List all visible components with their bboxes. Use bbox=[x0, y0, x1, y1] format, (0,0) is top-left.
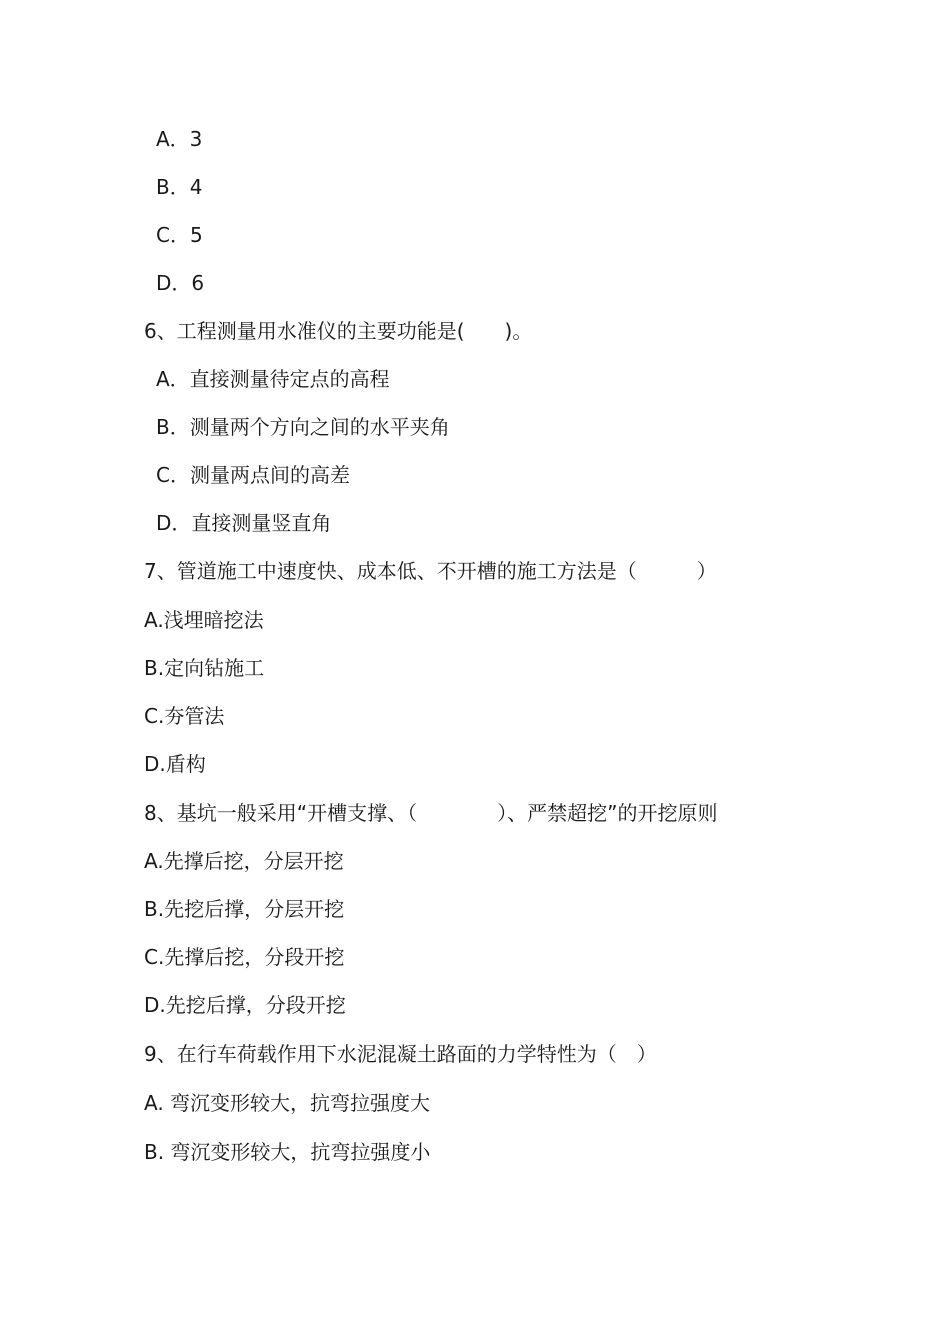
q8-option-a: A.先撑后挖，分层开挖 bbox=[144, 849, 344, 873]
q9-option-b: B. 弯沉变形较大，抗弯拉强度小 bbox=[144, 1140, 431, 1164]
q8-option-b: B.先挖后撑，分层开挖 bbox=[144, 897, 345, 921]
q6-option-d: D．直接测量竖直角 bbox=[156, 511, 332, 535]
q5-option-c: C．5 bbox=[156, 223, 203, 247]
q7-option-d: D.盾构 bbox=[144, 752, 206, 776]
q8-option-d: D.先挖后撑，分段开挖 bbox=[144, 993, 346, 1017]
q7-option-a: A.浅埋暗挖法 bbox=[144, 608, 264, 632]
q7-option-c: C.夯管法 bbox=[144, 704, 225, 728]
q7-stem: 7、管道施工中速度快、成本低、不开槽的施工方法是（ ） bbox=[144, 559, 717, 583]
q9-option-a: A. 弯沉变形较大，抗弯拉强度大 bbox=[144, 1091, 431, 1115]
q5-option-a: A．3 bbox=[156, 127, 203, 151]
q8-option-c: C.先撑后挖，分段开挖 bbox=[144, 945, 345, 969]
q7-option-b: B.定向钻施工 bbox=[144, 656, 265, 680]
q8-stem: 8、基坑一般采用“开槽支撑、（ ）、严禁超挖”的开挖原则 bbox=[144, 801, 718, 825]
q5-option-d: D．6 bbox=[156, 271, 205, 295]
q6-option-b: B．测量两个方向之间的水平夹角 bbox=[156, 415, 450, 439]
q5-option-b: B．4 bbox=[156, 175, 203, 199]
q6-stem: 6、工程测量用水准仪的主要功能是( )。 bbox=[144, 319, 533, 343]
q6-option-c: C．测量两点间的高差 bbox=[156, 463, 350, 487]
q6-option-a: A．直接测量待定点的高程 bbox=[156, 367, 390, 391]
q9-stem: 9、在行车荷载作用下水泥混凝土路面的力学特性为（ ） bbox=[144, 1042, 657, 1066]
